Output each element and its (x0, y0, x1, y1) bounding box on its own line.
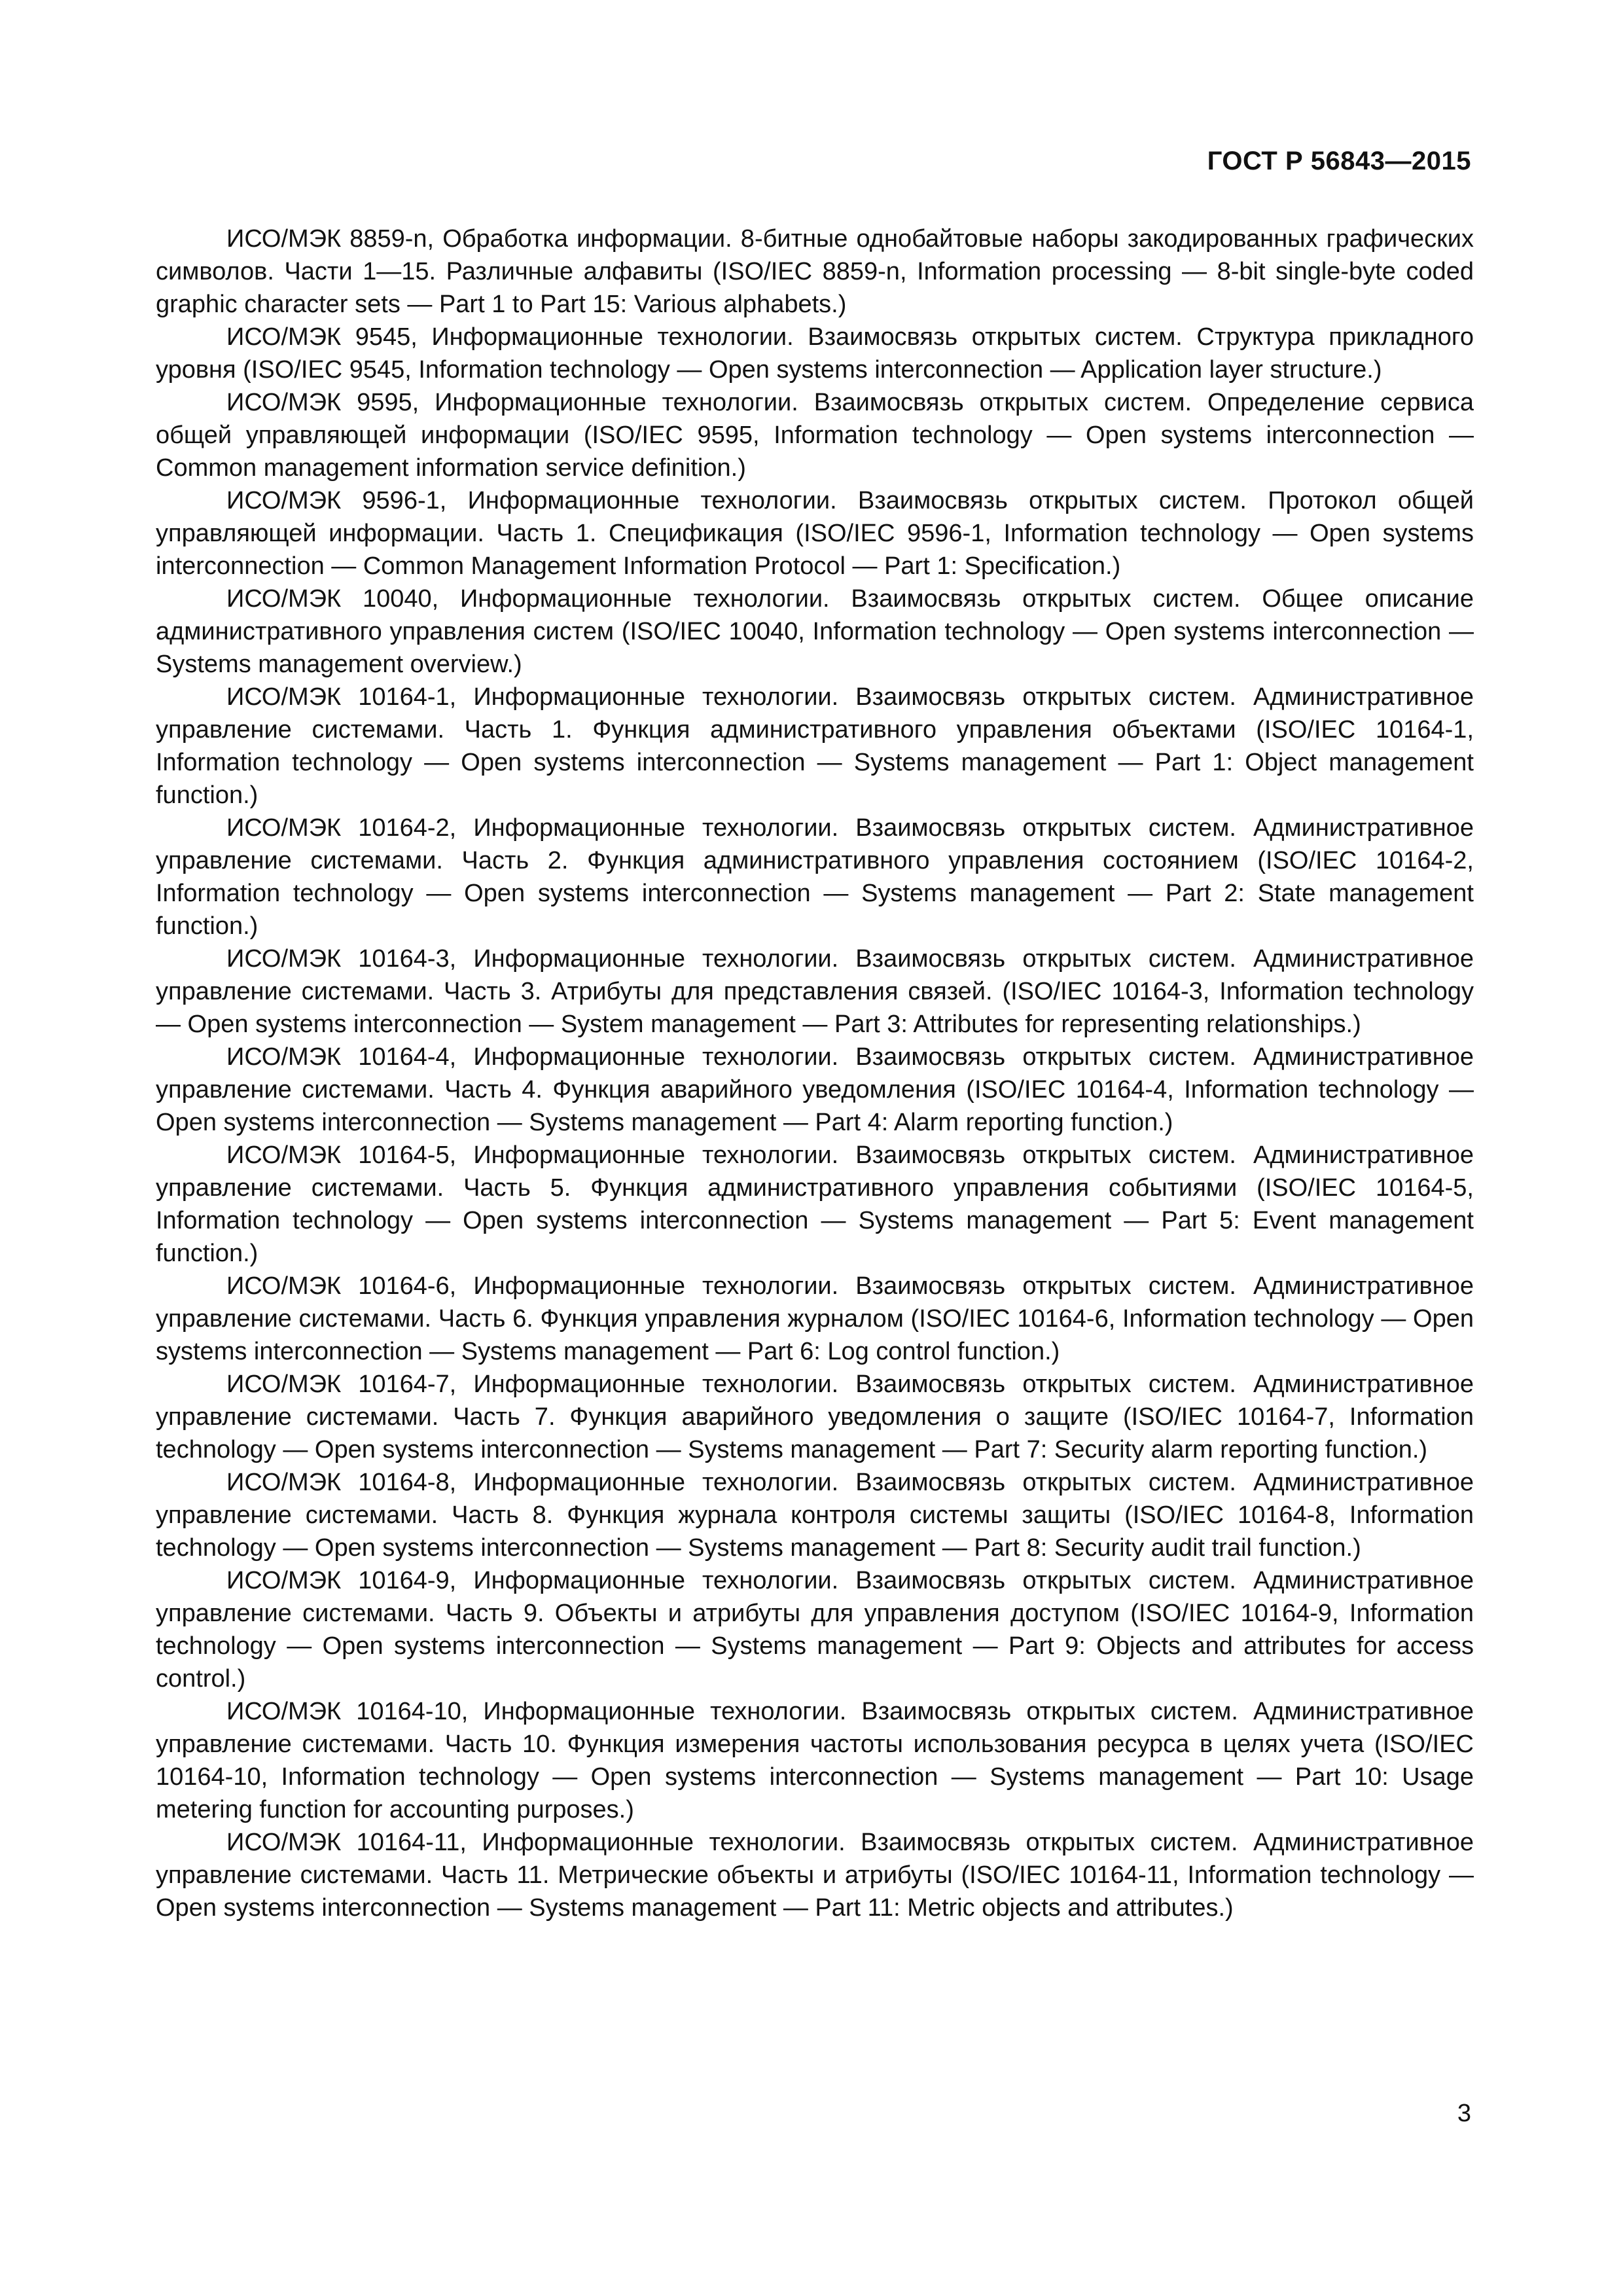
reference-entry: ИСО/МЭК 10164-11, Информационные технологии. Взаимосвязь открытых систем. Административное управление системами. Часть 11. Метрические объекты и атрибуты (ISO/IEC 10164-11, Information technology — Open systems interconnection — Systems management — Part 11: Metric objects and attributes.) (156, 1829, 1474, 1922)
references-list (156, 223, 1474, 1924)
reference-entry: ИСО/МЭК 10040, Информационные технологии. Взаимосвязь открытых систем. Общее описание административного управления систем (ISO/IEC 10040, Information technology — Open systems interconnection — Systems management overview.) (156, 585, 1474, 678)
reference-entry: ИСО/МЭК 10164-9, Информационные технологии. Взаимосвязь открытых систем. Административное управление системами. Часть 9. Объекты и атрибуты для управления доступом (ISO/IEC 10164-9, Information technology — Open systems interconnection — Systems management — Part 9: Objects and attributes for access control.) (156, 1567, 1474, 1693)
reference-entry: ИСО/МЭК 10164-4, Информационные технологии. Взаимосвязь открытых систем. Административное управление системами. Часть 4. Функция аварийного уведомления (ISO/IEC 10164-4, Information technology — Open systems interconnection — Systems management — Part 4: Alarm reporting function.) (156, 1043, 1474, 1136)
reference-entry: ИСО/МЭК 9596-1, Информационные технологии. Взаимосвязь открытых систем. Протокол общей управляющей информации. Часть 1. Спецификация (ISO/IEC 9596-1, Information technology — Open systems interconnection — Common Management Information Protocol — Part 1: Specification.) (156, 487, 1474, 580)
reference-entry: ИСО/МЭК 10164-8, Информационные технологии. Взаимосвязь открытых систем. Административное управление системами. Часть 8. Функция журнала контроля системы защиты (ISO/IEC 10164-8, Information technology — Open systems interconnection — Systems management — Part 8: Security audit trail function.) (156, 1469, 1474, 1562)
reference-entry: ИСО/МЭК 10164-3, Информационные технологии. Взаимосвязь открытых систем. Административное управление системами. Часть 3. Атрибуты для представления связей. (ISO/IEC 10164-3, Information technology — Open systems interconnection — System management — Part 3: Attributes for representing relationships.) (156, 945, 1474, 1038)
page-number: 3 (1457, 2100, 1471, 2127)
reference-entry: ИСО/МЭК 10164-10, Информационные технологии. Взаимосвязь открытых систем. Административное управление системами. Часть 10. Функция измерения частоты использования ресурса в целях учета (ISO/IEC 10164-10, Information technology — Open systems interconnection — Systems management — Part 10: Usage metering function for accounting purposes.) (156, 1698, 1474, 1823)
reference-entry: ИСО/МЭК 9545, Информационные технологии. Взаимосвязь открытых систем. Структура прикладного уровня (ISO/IEC 9545, Information technology — Open systems interconnection — Application layer structure.) (156, 323, 1474, 384)
reference-entry: ИСО/МЭК 9595, Информационные технологии. Взаимосвязь открытых систем. Определение сервиса общей управляющей информации (ISO/IEC 9595, Information technology — Open systems interconnection — Common management information service definition.) (156, 389, 1474, 482)
document-header (1207, 147, 1471, 176)
document-id: ГОСТ Р 56843—2015 (1207, 147, 1471, 175)
reference-entry: ИСО/МЭК 10164-2, Информационные технологии. Взаимосвязь открытых систем. Административное управление системами. Часть 2. Функция административного управления состоянием (ISO/IEC 10164-2, Information technology — Open systems interconnection — Systems management — Part 2: State management function.) (156, 814, 1474, 940)
reference-entry: ИСО/МЭК 8859-n, Обработка информации. 8-битные однобайтовые наборы закодированных графических символов. Части 1—15. Различные алфавиты (ISO/IEC 8859-n, Information processing — 8-bit single-byte coded graphic character sets — Part 1 to Part 15: Various alphabets.) (156, 225, 1474, 318)
reference-entry: ИСО/МЭК 10164-6, Информационные технологии. Взаимосвязь открытых систем. Административное управление системами. Часть 6. Функция управления журналом (ISO/IEC 10164-6, Information technology — Open systems interconnection — Systems management — Part 6: Log control function.) (156, 1272, 1474, 1365)
reference-entry: ИСО/МЭК 10164-5, Информационные технологии. Взаимосвязь открытых систем. Административное управление системами. Часть 5. Функция административного управления событиями (ISO/IEC 10164-5, Information technology — Open systems interconnection — Systems management — Part 5: Event management function.) (156, 1141, 1474, 1267)
reference-entry: ИСО/МЭК 10164-1, Информационные технологии. Взаимосвязь открытых систем. Административное управление системами. Часть 1. Функция административного управления объектами (ISO/IEC 10164-1, Information technology — Open systems interconnection — Systems management — Part 1: Object management function.) (156, 683, 1474, 809)
reference-entry: ИСО/МЭК 10164-7, Информационные технологии. Взаимосвязь открытых систем. Административное управление системами. Часть 7. Функция аварийного уведомления о защите (ISO/IEC 10164-7, Information technology — Open systems interconnection — Systems management — Part 7: Security alarm reporting function.) (156, 1371, 1474, 1463)
